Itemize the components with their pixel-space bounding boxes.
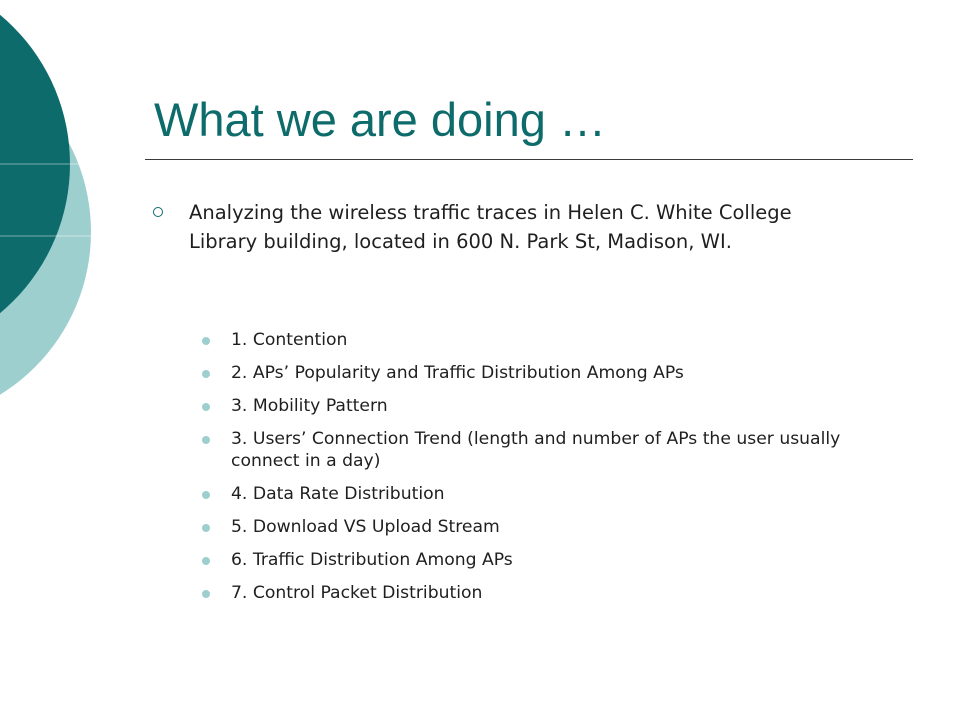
dot-bullet-icon [202, 337, 210, 345]
sub-bullet-text: 1. Contention [231, 330, 348, 350]
sub-bullet-text: 3. Mobility Pattern [231, 396, 388, 416]
sub-bullet-text: 2. APs’ Popularity and Traffic Distribution Among APs [231, 363, 684, 383]
main-bullet-text: Analyzing the wireless traffic traces in Helen C. White College Library building, located in 600 N. Park St, Madison, WI. [189, 201, 792, 253]
dot-bullet-icon [202, 557, 210, 565]
dot-bullet-icon [202, 403, 210, 411]
sub-bullet-item [202, 362, 892, 384]
sub-bullet-text: 7. Control Packet Distribution [231, 583, 483, 603]
slide-decoration-circles [0, 0, 120, 400]
sub-bullet-item [202, 582, 892, 604]
sub-bullet-item [202, 516, 892, 538]
sub-bullet-item [202, 329, 892, 351]
sub-bullet-item [202, 428, 892, 472]
title-underline [145, 159, 913, 160]
sub-bullet-text: 5. Download VS Upload Stream [231, 517, 500, 537]
hollow-circle-bullet-icon [153, 207, 163, 217]
sub-bullet-text: 4. Data Rate Distribution [231, 484, 445, 504]
sub-bullet-item [202, 549, 892, 571]
sub-bullet-text: 6. Traffic Distribution Among APs [231, 550, 513, 570]
sub-bullet-text: 3. Users’ Connection Trend (length and number of APs the user usually connect in a day) [231, 429, 841, 471]
sub-bullet-item [202, 483, 892, 505]
dot-bullet-icon [202, 491, 210, 499]
dot-bullet-icon [202, 370, 210, 378]
dot-bullet-icon [202, 436, 210, 444]
sub-bullet-item [202, 395, 892, 417]
slide-title: What we are doing … [154, 93, 606, 146]
dot-bullet-icon [202, 524, 210, 532]
dot-bullet-icon [202, 590, 210, 598]
sub-bullet-list [202, 329, 892, 615]
